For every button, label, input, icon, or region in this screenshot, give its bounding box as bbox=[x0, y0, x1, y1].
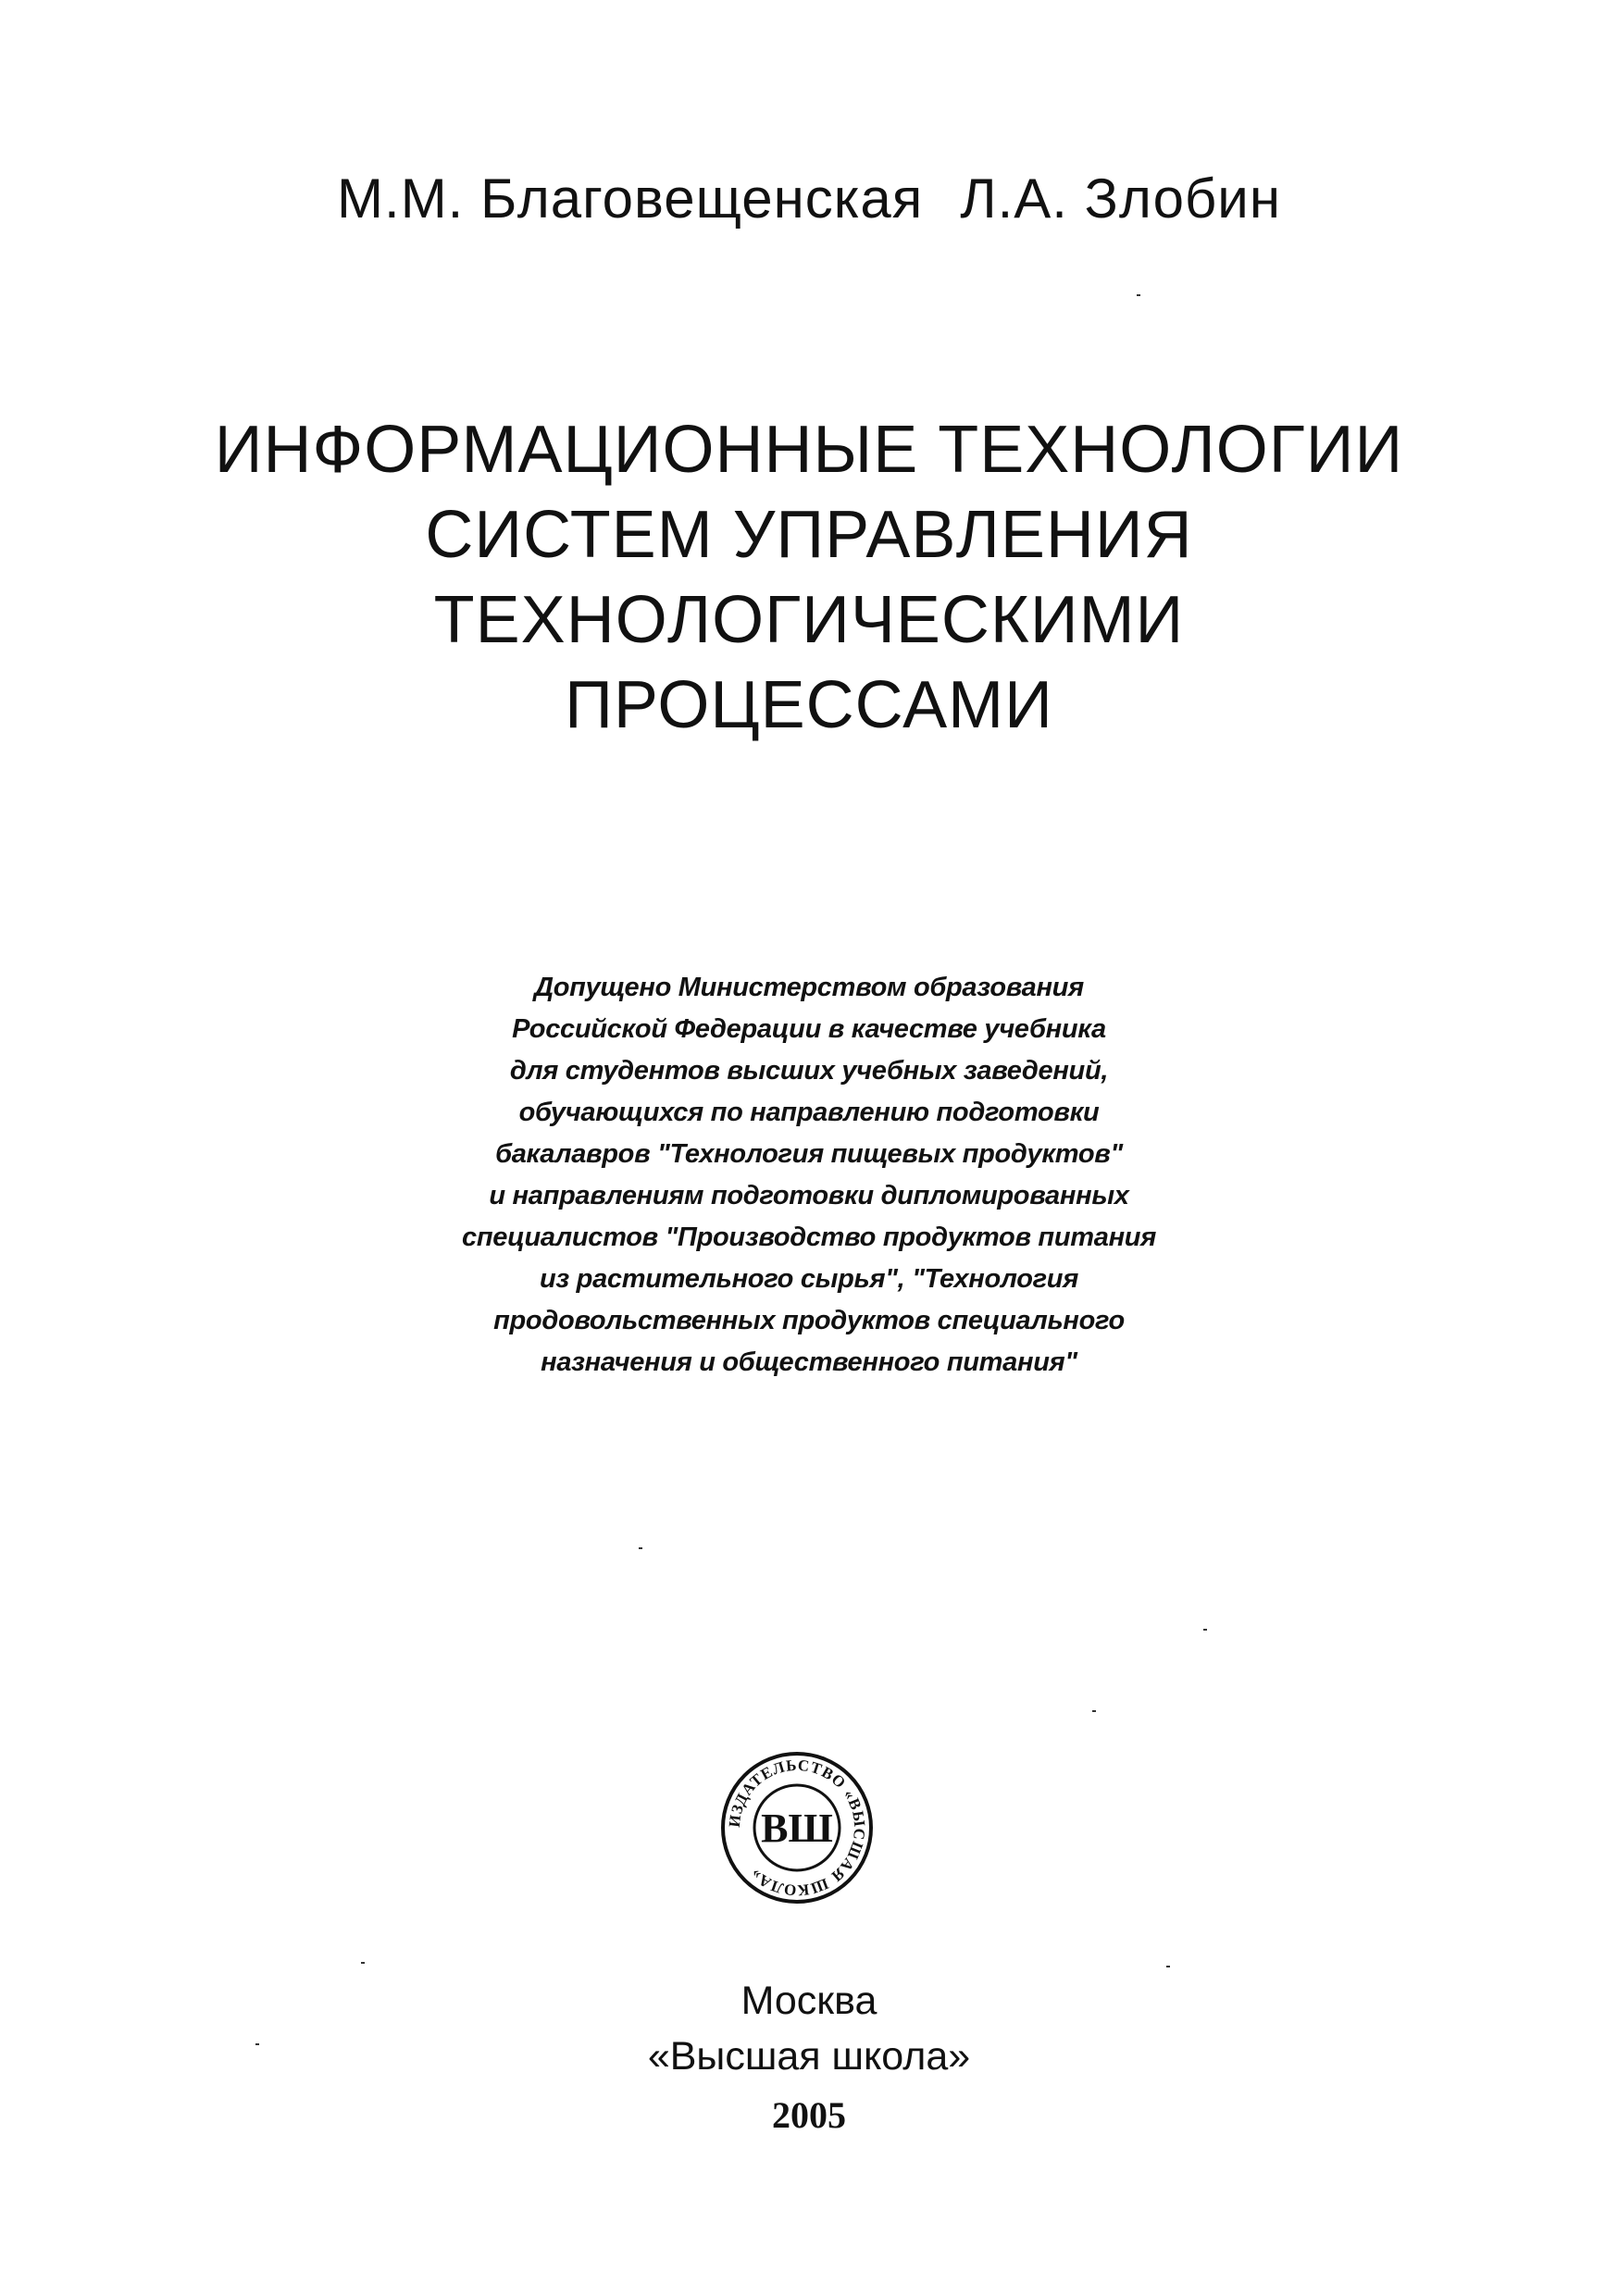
approval-line: бакалавров "Технология пищевых продуктов" bbox=[495, 1139, 1123, 1169]
scan-speck bbox=[1137, 294, 1140, 296]
scan-speck bbox=[1166, 1966, 1170, 1967]
title-line: ПРОЦЕССАМИ bbox=[565, 668, 1053, 742]
approval-line: назначения и общественного питания" bbox=[541, 1347, 1077, 1377]
imprint-publisher: «Высшая школа» bbox=[647, 2034, 971, 2079]
approval-line: и направлениям подготовки дипломированных bbox=[489, 1181, 1129, 1210]
book-title bbox=[0, 407, 1618, 748]
imprint-year: 2005 bbox=[772, 2094, 846, 2136]
scan-speck bbox=[1203, 1629, 1207, 1631]
imprint-city: Москва bbox=[741, 1979, 877, 2023]
approval-line: обучающихся по направлению подготовки bbox=[518, 1098, 1100, 1127]
emblem-ring-text: ИЗДАТЕЛЬСТВО «ВЫСШАЯ ШКОЛА» bbox=[725, 1756, 869, 1900]
title-line: ИНФОРМАЦИОННЫЕ ТЕХНОЛОГИИ bbox=[214, 413, 1404, 487]
scan-speck bbox=[255, 2043, 259, 2045]
author-2: Л.А. Злобин bbox=[960, 168, 1281, 230]
approval-note bbox=[0, 967, 1618, 1384]
approval-line: Российской Федерации в качестве учебника bbox=[512, 1014, 1106, 1044]
approval-line: специалистов "Производство продуктов питания bbox=[462, 1222, 1156, 1252]
author-1: М.М. Благовещенская bbox=[337, 168, 924, 230]
scan-speck bbox=[1092, 1710, 1096, 1712]
emblem-monogram: ВШ bbox=[761, 1806, 833, 1851]
authors bbox=[0, 167, 1618, 230]
approval-line: из растительного сырья", "Технология bbox=[539, 1264, 1078, 1294]
approval-line: Допущено Министерством образования bbox=[534, 973, 1084, 1002]
scan-speck bbox=[361, 1962, 365, 1964]
approval-line: продовольственных продуктов специального bbox=[493, 1306, 1125, 1335]
approval-line: для студентов высших учебных заведений, bbox=[509, 1056, 1109, 1086]
scan-speck bbox=[639, 1547, 642, 1549]
publisher-emblem-icon bbox=[718, 1749, 876, 1906]
title-line: ТЕХНОЛОГИЧЕСКИМИ bbox=[433, 583, 1185, 657]
title-line: СИСТЕМ УПРАВЛЕНИЯ bbox=[425, 498, 1193, 572]
